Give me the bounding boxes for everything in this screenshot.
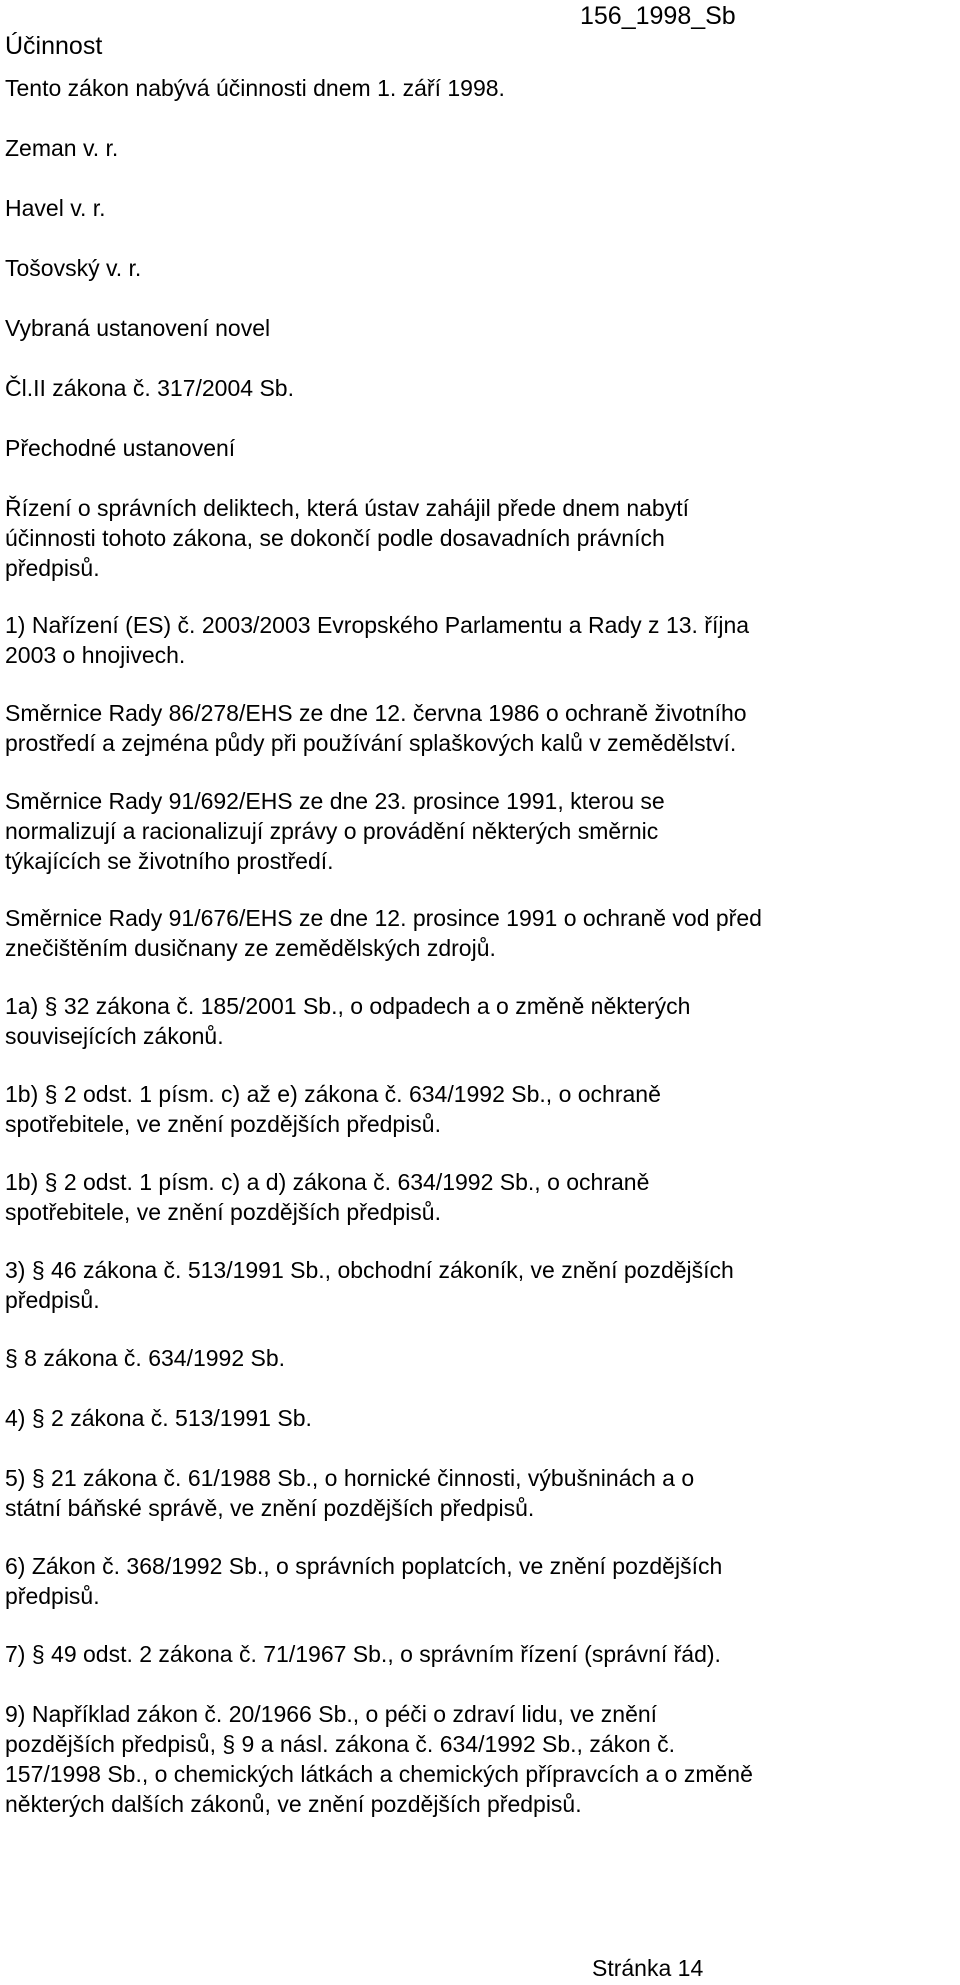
text-line: spotřebitele, ve znění pozdějších předpisů. bbox=[5, 1111, 441, 1137]
text-line: Tento zákon nabývá účinnosti dnem 1. září 1998. bbox=[5, 75, 505, 101]
text-line: Čl.II zákona č. 317/2004 Sb. bbox=[5, 375, 294, 401]
text-line: 3) § 46 zákona č. 513/1991 Sb., obchodní zákoník, ve znění pozdějších bbox=[5, 1257, 734, 1283]
footnote-1b-first bbox=[5, 1079, 960, 1139]
text-line: prostředí a zejména půdy při používání splaškových kalů v zemědělství. bbox=[5, 730, 737, 756]
section-title: Účinnost bbox=[5, 32, 103, 60]
text-line: předpisů. bbox=[5, 1583, 100, 1609]
transitional-provision bbox=[5, 493, 960, 583]
text-line: Havel v. r. bbox=[5, 195, 106, 221]
text-line: předpisů. bbox=[5, 555, 100, 581]
text-line: 6) Zákon č. 368/1992 Sb., o správních poplatcích, ve znění pozdějších bbox=[5, 1553, 723, 1579]
effective-date-paragraph bbox=[5, 73, 960, 103]
footnote-7 bbox=[5, 1639, 960, 1669]
text-line: 7) § 49 odst. 2 zákona č. 71/1967 Sb., o správním řízení (správní řád). bbox=[5, 1641, 721, 1667]
text-line: účinnosti tohoto zákona, se dokončí podle dosavadních právních bbox=[5, 525, 665, 551]
text-line: 9) Například zákon č. 20/1966 Sb., o péči o zdraví lidu, ve znění bbox=[5, 1701, 658, 1727]
article-heading bbox=[5, 373, 960, 403]
page-number: Stránka 14 bbox=[592, 1955, 704, 1981]
signature-tosovsky bbox=[5, 253, 960, 283]
footnote-1 bbox=[5, 610, 960, 670]
footnote-1a bbox=[5, 991, 960, 1051]
text-line: 1a) § 32 zákona č. 185/2001 Sb., o odpadech a o změně některých bbox=[5, 993, 691, 1019]
amendments-heading bbox=[5, 313, 960, 343]
text-line: Směrnice Rady 86/278/EHS ze dne 12. června 1986 o ochraně životního bbox=[5, 700, 747, 726]
text-line: 2003 o hnojivech. bbox=[5, 642, 186, 668]
text-line: Řízení o správních deliktech, která ústav zahájil přede dnem nabytí bbox=[5, 495, 689, 521]
text-line: 5) § 21 zákona č. 61/1988 Sb., o hornické činnosti, výbušninách a o bbox=[5, 1465, 695, 1491]
text-line: normalizují a racionalizují zprávy o provádění některých směrnic bbox=[5, 818, 659, 844]
text-line: Směrnice Rady 91/676/EHS ze dne 12. prosince 1991 o ochraně vod před bbox=[5, 905, 762, 931]
transitional-heading bbox=[5, 433, 960, 463]
text-line: předpisů. bbox=[5, 1287, 100, 1313]
document-code: 156_1998_Sb bbox=[580, 2, 736, 30]
text-line: některých dalších zákonů, ve znění pozdějších předpisů. bbox=[5, 1791, 582, 1817]
footnote-6 bbox=[5, 1551, 960, 1611]
text-line: státní báňské správě, ve znění pozdějších předpisů. bbox=[5, 1495, 535, 1521]
directive-91-676 bbox=[5, 903, 960, 963]
text-line: znečištěním dusičnany ze zemědělských zdrojů. bbox=[5, 935, 496, 961]
text-line: § 8 zákona č. 634/1992 Sb. bbox=[5, 1345, 286, 1371]
footnote-5 bbox=[5, 1463, 960, 1523]
footnote-paragraph-8 bbox=[5, 1343, 960, 1373]
text-line: Zeman v. r. bbox=[5, 135, 119, 161]
text-line: 1b) § 2 odst. 1 písm. c) a d) zákona č. 634/1992 Sb., o ochraně bbox=[5, 1169, 650, 1195]
text-line: spotřebitele, ve znění pozdějších předpisů. bbox=[5, 1199, 441, 1225]
directive-91-692 bbox=[5, 786, 960, 876]
text-line: 4) § 2 zákona č. 513/1991 Sb. bbox=[5, 1405, 312, 1431]
footnote-1b-second bbox=[5, 1167, 960, 1227]
text-line: Tošovský v. r. bbox=[5, 255, 142, 281]
text-line: 1b) § 2 odst. 1 písm. c) až e) zákona č. 634/1992 Sb., o ochraně bbox=[5, 1081, 661, 1107]
text-line: 157/1998 Sb., o chemických látkách a chemických přípravcích a o změně bbox=[5, 1761, 753, 1787]
text-line: Vybraná ustanovení novel bbox=[5, 315, 271, 341]
text-line: souvisejících zákonů. bbox=[5, 1023, 224, 1049]
text-line: Směrnice Rady 91/692/EHS ze dne 23. prosince 1991, kterou se bbox=[5, 788, 665, 814]
text-line: pozdějších předpisů, § 9 a násl. zákona č. 634/1992 Sb., zákon č. bbox=[5, 1731, 675, 1757]
directive-86-278 bbox=[5, 698, 960, 758]
text-line: týkajících se životního prostředí. bbox=[5, 848, 334, 874]
text-line: 1) Nařízení (ES) č. 2003/2003 Evropského Parlamentu a Rady z 13. října bbox=[5, 612, 750, 638]
footnote-9 bbox=[5, 1699, 960, 1819]
signature-havel bbox=[5, 193, 960, 223]
signature-zeman bbox=[5, 133, 960, 163]
footnote-3 bbox=[5, 1255, 960, 1315]
text-line: Přechodné ustanovení bbox=[5, 435, 236, 461]
footnote-4 bbox=[5, 1403, 960, 1433]
